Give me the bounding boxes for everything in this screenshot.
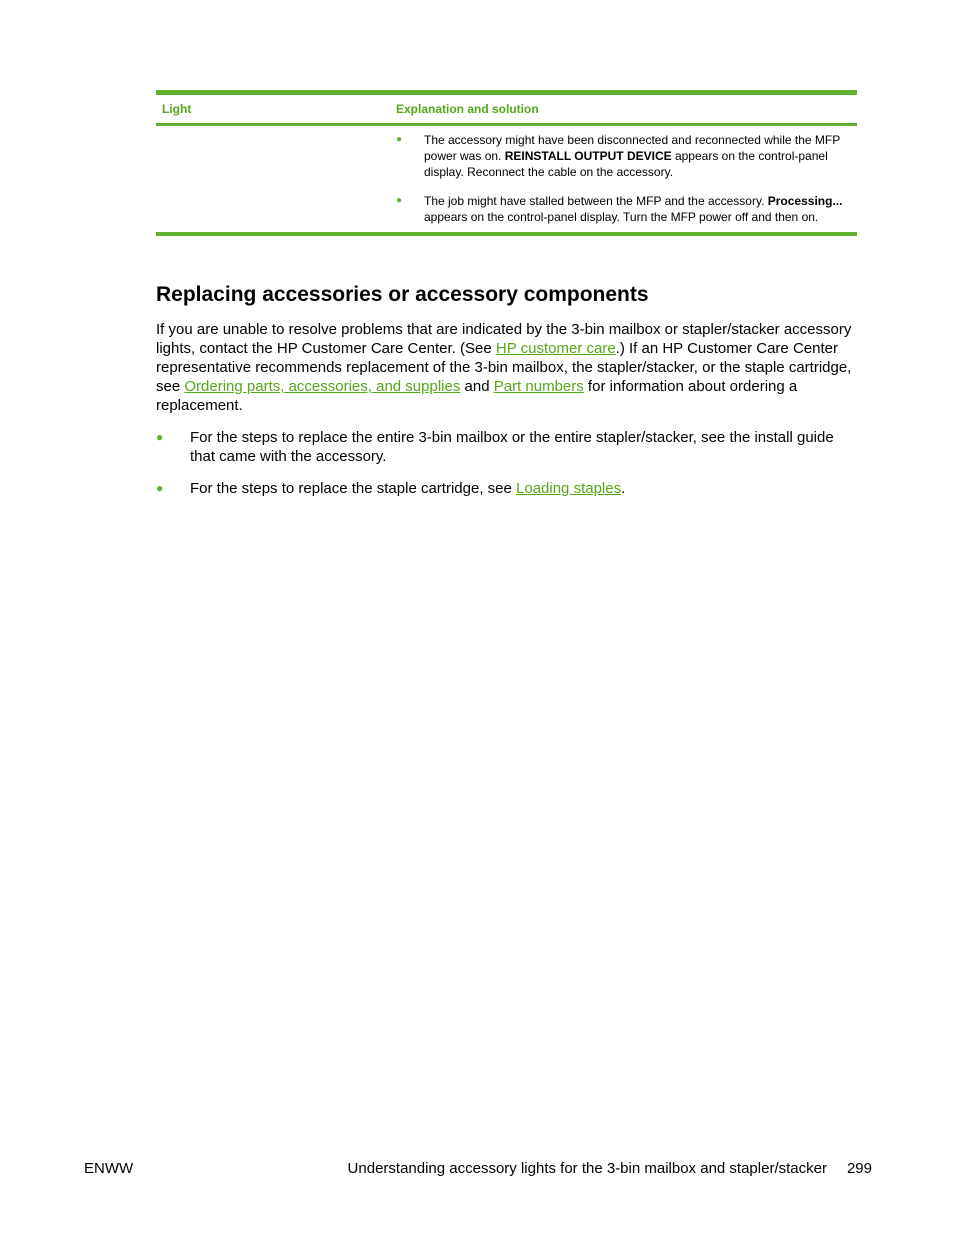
- hp-customer-care-link[interactable]: HP customer care: [495, 340, 616, 357]
- intro-text: for information about ordering a replacement.: [156, 378, 798, 414]
- replacement-steps-list: [156, 428, 860, 511]
- list-item: [156, 479, 860, 498]
- list-item: [396, 193, 857, 225]
- footer-locale: ENWW: [84, 1160, 134, 1177]
- header-light: Light: [162, 102, 192, 116]
- bullet-icon: ●: [156, 481, 164, 495]
- footer-chapter: [348, 1159, 872, 1178]
- cell-explanation: [396, 132, 857, 225]
- ordering-parts-link[interactable]: Ordering parts, accessories, and supplies: [184, 378, 461, 395]
- section-title: Replacing accessories or accessory components: [156, 283, 649, 306]
- footer-title: Understanding accessory lights for the 3-bin mailbox and stapler/stacker: [347, 1160, 827, 1177]
- intro-paragraph: [156, 320, 860, 415]
- item-text-after: appears on the control-panel display. Reconnect the cable on the accessory.: [424, 149, 828, 179]
- bullet-icon: ●: [156, 430, 164, 444]
- bullet-icon: ●: [396, 134, 403, 145]
- cell-light: [156, 132, 396, 225]
- part-numbers-link[interactable]: Part numbers: [493, 378, 584, 395]
- list-item: [396, 132, 857, 180]
- table-row: [156, 126, 857, 236]
- item-text-bold: REINSTALL OUTPUT DEVICE: [504, 149, 672, 163]
- page-number: 299: [846, 1160, 872, 1177]
- intro-text: .) If an HP Customer Care Center representative recommends replacement of the 3-bin mailbox, the stapler/stacker, or the staple cartridge, see: [156, 340, 852, 395]
- explanation-list: [396, 132, 857, 225]
- loading-staples-link[interactable]: Loading staples: [516, 480, 622, 497]
- item-text-bold: Processing...: [767, 194, 843, 208]
- list-item: [156, 428, 860, 466]
- step-text: For the steps to replace the entire 3-bin mailbox or the entire stapler/stacker, see the install guide that came with the accessory.: [190, 429, 834, 465]
- bullet-icon: ●: [396, 195, 403, 206]
- header-explanation: Explanation and solution: [396, 102, 539, 116]
- step-text: For the steps to replace the staple cartridge, see: [190, 480, 517, 497]
- step-text: .: [621, 480, 626, 497]
- intro-text: If you are unable to resolve problems that are indicated by the 3-bin mailbox or stapler/stacker accessory lights, contact the HP Customer Care Center. (See: [156, 321, 852, 357]
- item-text-after: appears on the control-panel display. Turn the MFP power off and then on.: [424, 210, 819, 224]
- item-text-before: The job might have stalled between the MFP and the accessory.: [424, 194, 768, 208]
- table-header-row: [156, 95, 857, 126]
- intro-text: and: [460, 378, 494, 395]
- item-text-before: The accessory might have been disconnected and reconnected while the MFP power was on.: [424, 133, 841, 163]
- lights-table: [156, 90, 857, 236]
